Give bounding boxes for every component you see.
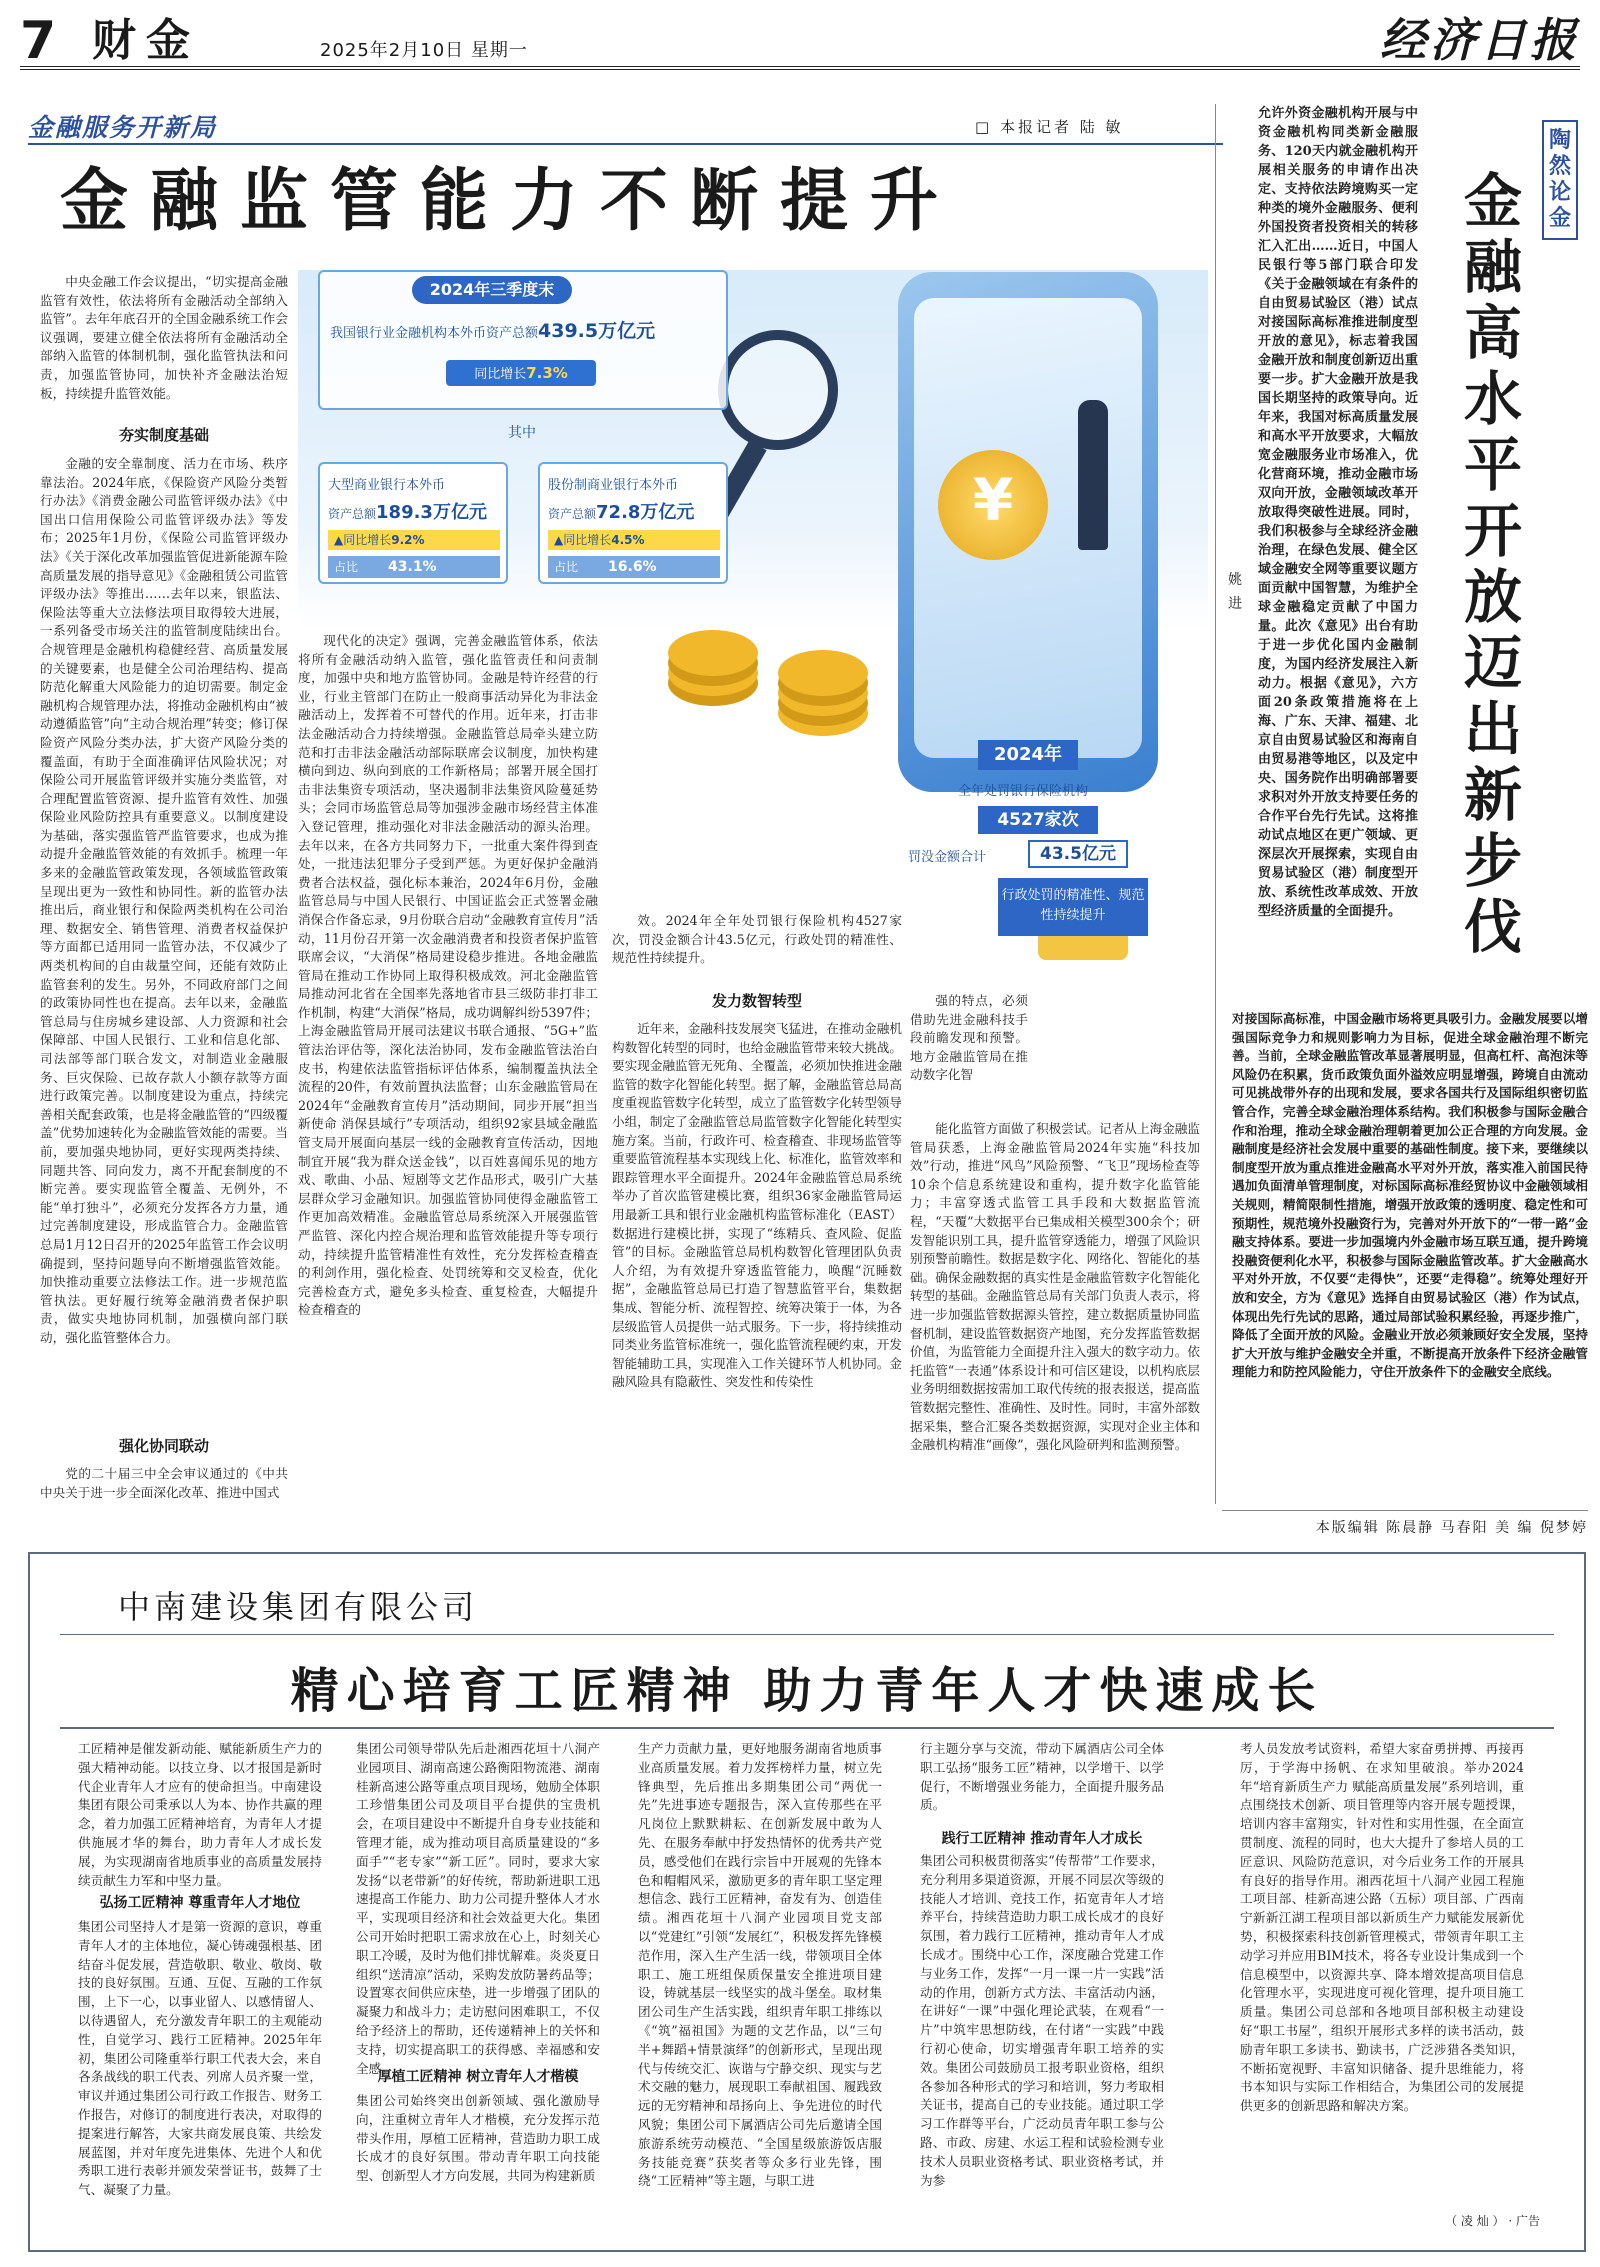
- growth-value: 7.3%: [526, 364, 568, 382]
- coin-stack-icon: [778, 650, 868, 696]
- q3-growth: [446, 360, 596, 386]
- stat-growth: [328, 530, 500, 550]
- article-column: 近年来，金融科技发展突飞猛进，在推动金融机构数智化转型的同时，也给金融监管带来较大挑战。要实现金融监管无死角、全覆盖，必须加快推进金融监管的数字化智能化转型。据了解，金融监管总局高度重视监管数字化转型，成立了监管数字化转型领导小组，制定了金融监管总局监管数字化智能化转型实施方案。当前，行政许可、检查稽查、非现场监管等重要监管流程基本实现线上化、标准化，监管效率和跟踪管理水平全面提升。2024年金融监管总局系统举办了首次监管建模比赛，组织36家金融监管局运用最新工具和银行业金融机构监管标准化（EAST）数据进行建模比拼，实现了“练精兵、查风险、促监管”的目标。金融监管总局机构数智化管理团队负责人介绍，为有效提升穿透监管能力，唤醒“沉睡数据”，金融监管总局已打造了智慧监管平台，集数据集成、智能分析、流程智控、统筹决策于一体，为各层级监管人员提供一站式服务。下一步，将持续推动同类业务监管标准统一，强化监管流程硬约束，开发智能辅助工具，实现准入工作关键环节人机协同。金融风险具有隐蔽性、突发性和传染性: [612, 1021, 902, 1390]
- advertorial-column: 工匠精神是催发新动能、赋能新质生产力的强大精神动能。以技立身、以才报国是新时代企业青年人才应有的使命担当。中南建设集团有限公司秉承以人为本、协作共赢的理念，着力加强工匠精神培育，为青年人才提供施展才华的舞台，助力青年人才成长发展，为实现湖南省地质事业的高质量发展持续贡献生力军和中坚力量。: [78, 1741, 322, 1888]
- advertorial-headline: 精心培育工匠精神 助力青年人才快速成长: [290, 1663, 1324, 1719]
- asset-label: 资产总额: [548, 507, 597, 521]
- main-headline: 金融监管能力不断提升: [60, 162, 961, 241]
- advertorial-column: 生产力贡献力量，更好地服务湖南省地质事业高质量发展。着力发挥榜样力量，树立先锋典型，先后推出多期集团公司“两优一先”先进事迹专题报告，深入宣传那些在平凡岗位上默默耕耘、在创新发展中敢为人先、在服务奉献中抒发热情怀的优秀共产党员，感受他们在践行宗旨中开展观的先锋本色和帽帽风采，激励更多的青年职工坚定理想信念、践行工匠精神，奋发有为、创造佳绩。湘西花垣十八洞产业园项目党支部以“党建红”引领“发展红”，积极发挥先锋模范作用，深入生产生活一线，带领项目全体职工、施工班组保质保量安全推进项目建设，铸就基层一线坚实的战斗堡垒。取材集团公司生产生活实践，组织青年职工排练以《“筑”福祖国》为题的文艺作品，以“三句半+舞蹈+情景演绎”的创新形式，呈现出现代与传统交汇、诙谐与宁静交织、现实与艺术交融的魅力，展现职工奉献祖国、履践致远的无穷精神和昂扬向上、争先进位的时代风貌；集团公司下属酒店公司先后邀请全国旅游系统劳动模范、“全国星级旅游饭店服务技能竞赛”获奖者等众多行业先锋，围绕“工匠精神”等主题，与职工进: [638, 1741, 882, 2189]
- advertorial-company: 中南建设集团有限公司: [118, 1588, 479, 1626]
- asset-value: 189.3万亿元: [376, 502, 487, 523]
- subheading: 弘扬工匠精神 尊重青年人才地位: [99, 1895, 301, 1911]
- penalty-label: 全年处罚银行保险机构: [957, 784, 1088, 799]
- advertorial-column: 集团公司积极贯彻落实“传帮带”工作要求，充分利用多渠道资源，开展不同层次等级的技能人才培训、竞技工作，拓宽青年人才培养平台，持续营造助力职工成长成才的良好氛围，着力践行工匠精神，推动青年人才成长成才。围绕中心工作，深度融合党建工作与业务工作，发挥“一月一课一片一实践”活动的作用，创新方式方法、丰富活动内涵，在讲好“一课”中强化理论武装，在观看“一片”中筑牢思想防线，在付诸“一实践”中践行初心使命，切实增强青年职工培养的实效。集团公司鼓励员工报考职业资格，组织各参加各种形式的学习和培训，努力考取相关证书，提高自己的专业技能。通过职工学习工作群等平台，广泛动员青年职工参与公路、市政、房建、水运工程和试验检测专业技术人员职业资格考试、职业资格考试，并为参: [920, 1853, 1164, 2188]
- growth-label: 同比增长: [474, 367, 527, 382]
- infographic: [298, 270, 1208, 990]
- up-arrow-icon: ▲: [554, 533, 564, 547]
- commentary-text: 对接国际高标准，中国金融市场将更具吸引力。金融发展要以增强国际竞争力和规则影响力为目标，促进全球金融治理不断完善。当前，全球金融监管改革显著展明显，但高杠杆、高泡沫等风险仍在积累，货币政策负面外溢效应明显增强，跨境自由流动可见挑战带外存的出现和发展，要求各国共行及国际组织密切监管合作，完善全球金融治理体系结构。我们积极参与国际金融合作和治理，推动全球金融治理朝着更加公正合理的方向发展。金融制度是经济社会发展中重要的基础性制度。接下来，要继续以制度型开放为重点推进金融高水平对外开放，落实准入前国民待遇加负面清单管理制度，对标国际高标准经贸协议中金融领域相关规则，精简限制性措施，增强开放政策的透明度、稳定性和可预期性，规范境外投融资行为，完善对外开放下的“一带一路”金融支持体系。要进一步加强境内外金融市场互联互通，提升跨境投融资便利化水平，积极参与国际金融监管改革。扩大金融高水平对外开放，不仅要“走得快”，还要“走得稳”。统筹处理好开放和安全，方为《意见》选择自由贸易试验区（港）作为试点，体现出先行先试的思路，通过局部试验积累经验，再逐步推广，降低了全面开放的风险。金融业开放必须兼顾好安全发展，坚持扩大开放与维护金融安全并重，不断提高开放条件下经济金融管理能力和防控风险能力，守住开放条件下的金融安全底线。: [1232, 1011, 1588, 1380]
- article-column: 能化监管方面做了积极尝试。记者从上海金融监管局获悉，上海金融监管局2024年实施“科技加效”行动，推进“风鸟”风险预警、“飞卫”现场检查等10余个信息系统建设和重构，提升数字化监管能力；丰富穿透式监管工具手段和大数据监管流程，“天覆”大数据平台已集成相关模型300余个；研发智能识别工具，提升监管穿透能力，增强了风险识别预警前瞻性。数据是数字化、网络化、智能化的基础。确保金融数据的真实性是金融监管数字化智能化转型的基础。金融监管总局有关部门负责人表示，将进一步加强监管数据源头管控，建立数据质量协同监督机制，建设监管数据资产地图，充分发挥监管数据价值，为监管能力全面提升注入强大的数字动力。依托监管“一表通”体系设计和可信区建设，以机构底层业务明细数据按需加工取代传统的报表报送，提高监管数据完整性、准确性、及时性。同时，丰富外部数据采集，整合汇聚各类数据资源，实现对企业主体和金融机构精准“画像”，强化风险研判和监测预警。: [910, 1121, 1200, 1453]
- growth-value: 9.2%: [391, 533, 425, 547]
- stat-asset: [328, 498, 487, 524]
- divider: [60, 1634, 1554, 1635]
- stat-title: 股份制商业银行本外币: [548, 478, 679, 493]
- growth-label: 同比增长: [343, 533, 392, 547]
- fine-amount: 43.5亿元: [1028, 840, 1128, 868]
- commentary-tag: 陶然论金: [1542, 120, 1578, 240]
- advertorial-column: 集团公司始终突出创新领域、强化激励导向，注重树立青年人才楷模，充分发挥示范带头作用，厚植工匠精神，营造助力职工成长成才的良好氛围。带动青年职工向技能型、创新型人才方向发展，共同为构建新质: [356, 2093, 600, 2184]
- subheading: 强化协同联动: [118, 1437, 209, 1455]
- subheading: 夯实制度基础: [118, 426, 209, 444]
- growth-label: 同比增长: [563, 533, 612, 547]
- q3-total-label: 我国银行业金融机构本外币资产总额: [330, 326, 539, 341]
- growth-value: 4.5%: [611, 533, 645, 547]
- share-value: 43.1%: [388, 559, 437, 575]
- q3-total-line: [330, 316, 730, 343]
- stat-growth: [548, 530, 720, 550]
- commentary-author: 姚进: [1228, 572, 1242, 612]
- masthead: [20, 11, 1580, 71]
- subheading: 厚植工匠精神 树立青年人才楷模: [377, 2069, 579, 2085]
- person-illustration: [1078, 400, 1108, 550]
- share-label: 占比: [554, 560, 579, 574]
- article-column: 强的特点，必须借助先进金融科技手段前瞻发现和预警。地方金融监管局在推动数字化智: [910, 993, 1028, 1083]
- q3-title: 2024年三季度末: [412, 276, 572, 304]
- article-column: 现代化的决定》强调，完善金融监管体系，依法将所有金融活动纳入监管，强化监管责任和问责制度，加强中央和地方监管协同。金融是特许经营的行业，行业主管部门在防止一般商事活动异化为非法金融活动上，发挥着不可替代的作用。近年来，打击非法金融活动合力持续增强。金融监管总局牵头建立防范和打击非法金融活动部际联席会议制度，加快构建横向到边、纵向到底的工作新格局；部署开展全国打击非法集资专项活动，坚决遏制非法集资风险蔓延势头；会同市场监管总局等加强涉金融市场经营主体准入登记管理，推动强化对非法金融活动的源头治理。去年以来，在各方共同努力下，一批重大案件得到查处，一批违法犯罪分子受到严惩。为更好保护金融消费者合法权益，强化标本兼治，2024年6月份，金融监管总局与中国人民银行、中国证监会正式签署金融消保合作备忘录，9月份联合启动“金融教育宣传月”活动，11月份召开第一次金融消费者和投资者保护监管联席会议，“大消保”格局建设稳步推进。各地金融监管局在推动工作协同上取得积极成效。河北金融监管局推动河北省在全国率先落地省市县三级防非打非工作机制，构建“大消保”格局，成功调解纠纷5397件；上海金融监管局开展司法建议书联合通报、“5G+”监管法治评估等，深化法治协同，发布金融监管法治白皮书，构建依法监管指标评估体系，编制覆盖执法全流程的20件，有效前置执法监督；山东金融监管局在2024年“金融教育宣传月”活动期间，同步开展“担当新使命 消保县域行”专项活动，组织92家县域金融监管支局开展面向基层一线的金融教育宣传活动，因地制宜开展“我为群众送金钱”，以百姓喜闻乐见的地方戏、歌曲、小品、短剧等文艺作品形式，吸引广大基层群众学习金融知识。加强监管协同使得金融监管工作更加高效精准。金融监管总局系统深入开展强监管严监管、深化内控合规治理和监管效能提升等专项行动，持续提升监管精准性有效性，充分发挥检查稽查的利剑作用，强化检查、处罚统筹和交叉检查，优化完善检查方式，避免多头检查、重复检查，大幅提升检查稽查的: [298, 633, 598, 1318]
- stat-title: 大型商业银行本外币: [328, 478, 446, 493]
- joint-stock-bank-stat-box: [538, 462, 728, 584]
- subheading: 践行工匠精神 推动青年人才成长: [941, 1831, 1143, 1847]
- q3-total-value: 439.5万亿元: [538, 320, 656, 342]
- article-column: 金融的安全靠制度、活力在市场、秩序靠法治。2024年底，《保险资产风险分类暂行办法》《消费金融公司监管评级办法》《中国出口信用保险公司监管评级办法》等发布；2025年1月份，《保险公司监管评级办法》《关于深化改革加强监管促进新能源车险高质量发展的指导意见》《金融租赁公司监管评级办法》等推出……去年以来，银监法、保险法等重大立法修法项目取得较大进展，一系列备受市场关注的监管制度陆续出台。合规管理是金融机构稳健经营、高质量发展的关键要素，也是健全公司治理结构、提高防范化解重大风险能力的迫切需要。制定金融机构合规管理办法，将推动金融机构由“被动遵循监管”向“主动合规治理”转变；修订保险资产风险分类办法，扩大资产风险分类的覆盖面，有助于全面准确评估风险状况；对保险公司开展监管评级并实施分类监管，对合理配置监管资源、提升监管有效性、加强保险业风险防控具有重要意义。以制度建设为基础，落实强监管严监管要求，也成为推动提升金融监管效能的有效抓手。梳理一年多来的金融监管政策发现，各领域监管政策呈现出更为一致性和协同性。新的监管办法推出后，商业银行和保险两类机构在公司治理、数据安全、销售管理、消费者权益保护等方面都已适用同一监管办法，不仅减少了两类机构间的自由裁量空间，还能有效防止监管套利的发生。另外，不同政府部门之间的政策协同性也在提高。去年以来，金融监管总局与住房城乡建设部、人力资源和社会保障部、中国人民银行、工业和信息化部、司法部等部门联合发文，对制造业金融服务、巨灾保险、已故存款人小额存款等方面进行政策完善。以制度建设为重点，持续完善相关配套政策，也是将金融监管的“四级覆盖”优势加速转化为金融监管效能的需要。当前，要加强央地协同，更好实现两类持续、同题共答、同向发力，离不开配套制度的不断完善。要实现监管全覆盖、无例外，不能“单打独斗”，必须充分发挥各方力量，通过完善制度建设，形成监管合力。金融监管总局1月12日召开的2025年监管工作会议明确提到，坚持问题导向不断增强监管效能。加快推动重要立法修法工作。进一步规范监管执法。更好履行统筹金融消费者保护职责，做实央地协同机制，加强横向部门联动，强化监管整体合力。: [40, 456, 288, 1345]
- newspaper-logo: 经济日报: [1380, 13, 1580, 67]
- penalty-note: 行政处罚的精准性、规范性持续提升: [998, 878, 1148, 936]
- share-value: 16.6%: [608, 559, 657, 575]
- advertorial-column: 考人员发放考试资料，希望大家奋勇拼搏、再接再厉，于学海中扬帆、在求知里破浪。举办2024年“培育新质生产力 赋能高质量发展”系列培训，重点围绕技术创新、项目管理等内容开展专题授课，培训内容丰富翔实，针对性和实用性强，在全面宣贯制度、流程的同时，也大大提升了参培人员的工匠意识、风险防范意识，对今后业务工作的开展具有良好的指导作用。湘西花垣十八洞产业园工程施工项目部、桂新高速公路（五标）项目部、广西南宁新新江湖工程项目部以新质生产力赋能发展新优势，积极探索科技创新管理模式，带领青年职工主动学习并应用BIM技术，将各专业设计集成到一个信息模型中，以资源共享、降本增效提高项目信息化管理水平，实现进度可视化管理，提升项目施工质量。集团公司总部和各地项目部积极主动建设好“职工书屋”，组织开展形式多样的读书活动，鼓励青年职工多读书、勤读书，广泛涉猎各类知识，不断拓宽视野、丰富知识储备、提升思维能力，将书本知识与实际工作相结合，为集团公司的发展提供更多的创新思路和解决方案。: [1240, 1741, 1524, 2114]
- column-rule: [28, 143, 1223, 145]
- article-column: 效。2024年全年处罚银行保险机构4527家次，罚没金额合计43.5亿元，行政处罚的精准性、规范性持续提升。: [612, 913, 902, 966]
- commentary-text: 允许外资金融机构开展与中资金融机构同类新金融服务、120天内就金融机构开展相关服务的申请作出决定、支持依法跨境购买一定种类的境外金融服务、便利外国投资者投资相关的转移汇入汇出……近日，中国人民银行等5部门联合印发《关于金融领域在有条件的自由贸易试验区（港）试点对接国际高标准推进制度型开放的意见》，标志着我国金融开放和制度创新迈出重要一步。扩大金融开放是我国长期坚持的政策导向。近年来，我国对标高质量发展和高水平开放要求，大幅放宽金融服务业市场准入，优化营商环境，推动金融市场双向开放，金融领域改革开放取得突破性进展。同时，我们积极参与全球经济金融治理，在绿色发展、健全区域金融安全网等重要议题方面贡献中国智慧，为维护全球金融稳定贡献了中国力量。此次《意见》出台有助于进一步优化国内金融制度，为国内经济发展注入新动力。根据《意见》，六方面20条政策措施将在上海、广东、天津、福建、北京自由贸易试验区和海南自由贸易港等地区，以及定中央、国务院作出明确部署要求积对外开放支持要任务的合作平台先行先试。这将推动试点地区在更广领域、更深层次开展探索，实现自由贸易试验区（港）制度型开放、系统性改革成效、开放型经济质量的全面提升。: [1258, 106, 1418, 919]
- page-number: 7: [20, 11, 57, 71]
- article-column: 党的二十届三中全会审议通过的《中共中央关于进一步全面深化改革、推进中国式: [40, 1466, 288, 1500]
- asset-value: 72.8万亿元: [596, 502, 695, 523]
- among-label: 其中: [508, 425, 536, 441]
- coin-stack-icon: [668, 630, 758, 676]
- year-title: 2024年: [978, 740, 1078, 770]
- advertorial-signature: （ 凌 灿 ） · 广告: [1445, 2214, 1540, 2228]
- commentary-headline: 金融高水平开放迈出新步伐: [1463, 167, 1522, 961]
- fine-label: 罚没金额合计: [908, 850, 987, 865]
- penalty-count: 4527家次: [978, 806, 1098, 834]
- stat-asset: [548, 498, 694, 524]
- advertorial-column: 集团公司坚持人才是第一资源的意识，尊重青年人才的主体地位，凝心铸魂强根基、团结奋斗促发展，营造敬职、敬业、敬岗、敬技的良好氛围。互通、互促、互融的工作氛围，上下一心，以事业留人、以感情留人、以待遇留人，充分激发青年职工的主观能动性，自觉学习、践行工匠精神。2025年年初，集团公司隆重举行职工代表大会，来自各条战线的职工代表、列席人员齐聚一堂，审议并通过集团公司行政工作报告、财务工作报告，对修订的制度进行表决，对取得的提案进行解答，大家共商发展良策、共绘发展蓝图，并对年度先进集体、先进个人和优秀职工进行表彰并颁发荣誉证书，鼓舞了士气、凝聚了力量。: [78, 1919, 322, 2198]
- penalty-stat-box: [898, 740, 1148, 923]
- large-bank-stat-box: [318, 462, 508, 584]
- stat-share: [548, 556, 720, 578]
- column-tag: 金融服务开新局: [28, 113, 218, 142]
- share-label: 占比: [334, 560, 359, 574]
- article-lead: 中央金融工作会议提出，“切实提高金融监管有效性，依法将所有金融活动全部纳入监管”。去年年底召开的全国金融系统工作会议强调，要建立健全依法将所有金融活动全部纳入监管的体制机制，强化监管执法和问责，加强监管协同，加快补齐金融法治短板，持续提升监管效能。: [40, 274, 288, 401]
- stat-share: [328, 556, 500, 578]
- advertorial-column: 集团公司领导带队先后赴湘西花垣十八洞产业园项目、湖南高速公路衡阳物流港、湖南桂新高速公路等重点项目现场，勉励全体职工珍惜集团公司及项目平台提供的宝贵机会，在项目建设中不断提升自身专业技能和管理才能，成为推动项目高质量建设的“多面手”“老专家”“新工匠”。同时，要求大家发扬“以老带新”的好传统，帮助新进职工迅速提高工作能力、助力公司提升整体人才水平，实现项目经济和社会效益更大化。集团公司开始时把职工需求放在心上，时刻关心职工冷暖，及时为他们排忧解难。炎炎夏日组织“送清凉”活动，采购发放防暑药品等；设置寒衣间供应床垫，进一步增强了团队的凝聚力和战斗力；走访慰问困难职工，不仅给予经济上的帮助，还传递精神上的关怀和支持，切实提高职工的获得感、幸福感和安全感。: [356, 1741, 600, 2076]
- q3-stat-box: [318, 270, 728, 410]
- divider: [60, 1727, 1554, 1729]
- magnifier-icon: [718, 330, 838, 450]
- asset-label: 资产总额: [328, 507, 377, 521]
- yen-icon: ¥: [972, 466, 1014, 534]
- up-arrow-icon: ▲: [334, 533, 344, 547]
- date-line: 2025年2月10日 星期一: [320, 40, 528, 61]
- editor-credits: 本版编辑 陈晨静 马春阳 美 编 倪梦婷: [1222, 1510, 1588, 1537]
- column-divider: [1215, 104, 1216, 1504]
- advertorial-column: 行主题分享与交流，带动下属酒店公司全体职工弘扬“服务工匠”精神，以学增干、以学促行，不断增强业务能力，全面提升服务品质。: [920, 1741, 1164, 1813]
- subheading: 发力数智转型: [711, 992, 802, 1010]
- byline: □ 本报记者 陆 敏: [975, 118, 1124, 136]
- section-name: 财金: [92, 15, 200, 66]
